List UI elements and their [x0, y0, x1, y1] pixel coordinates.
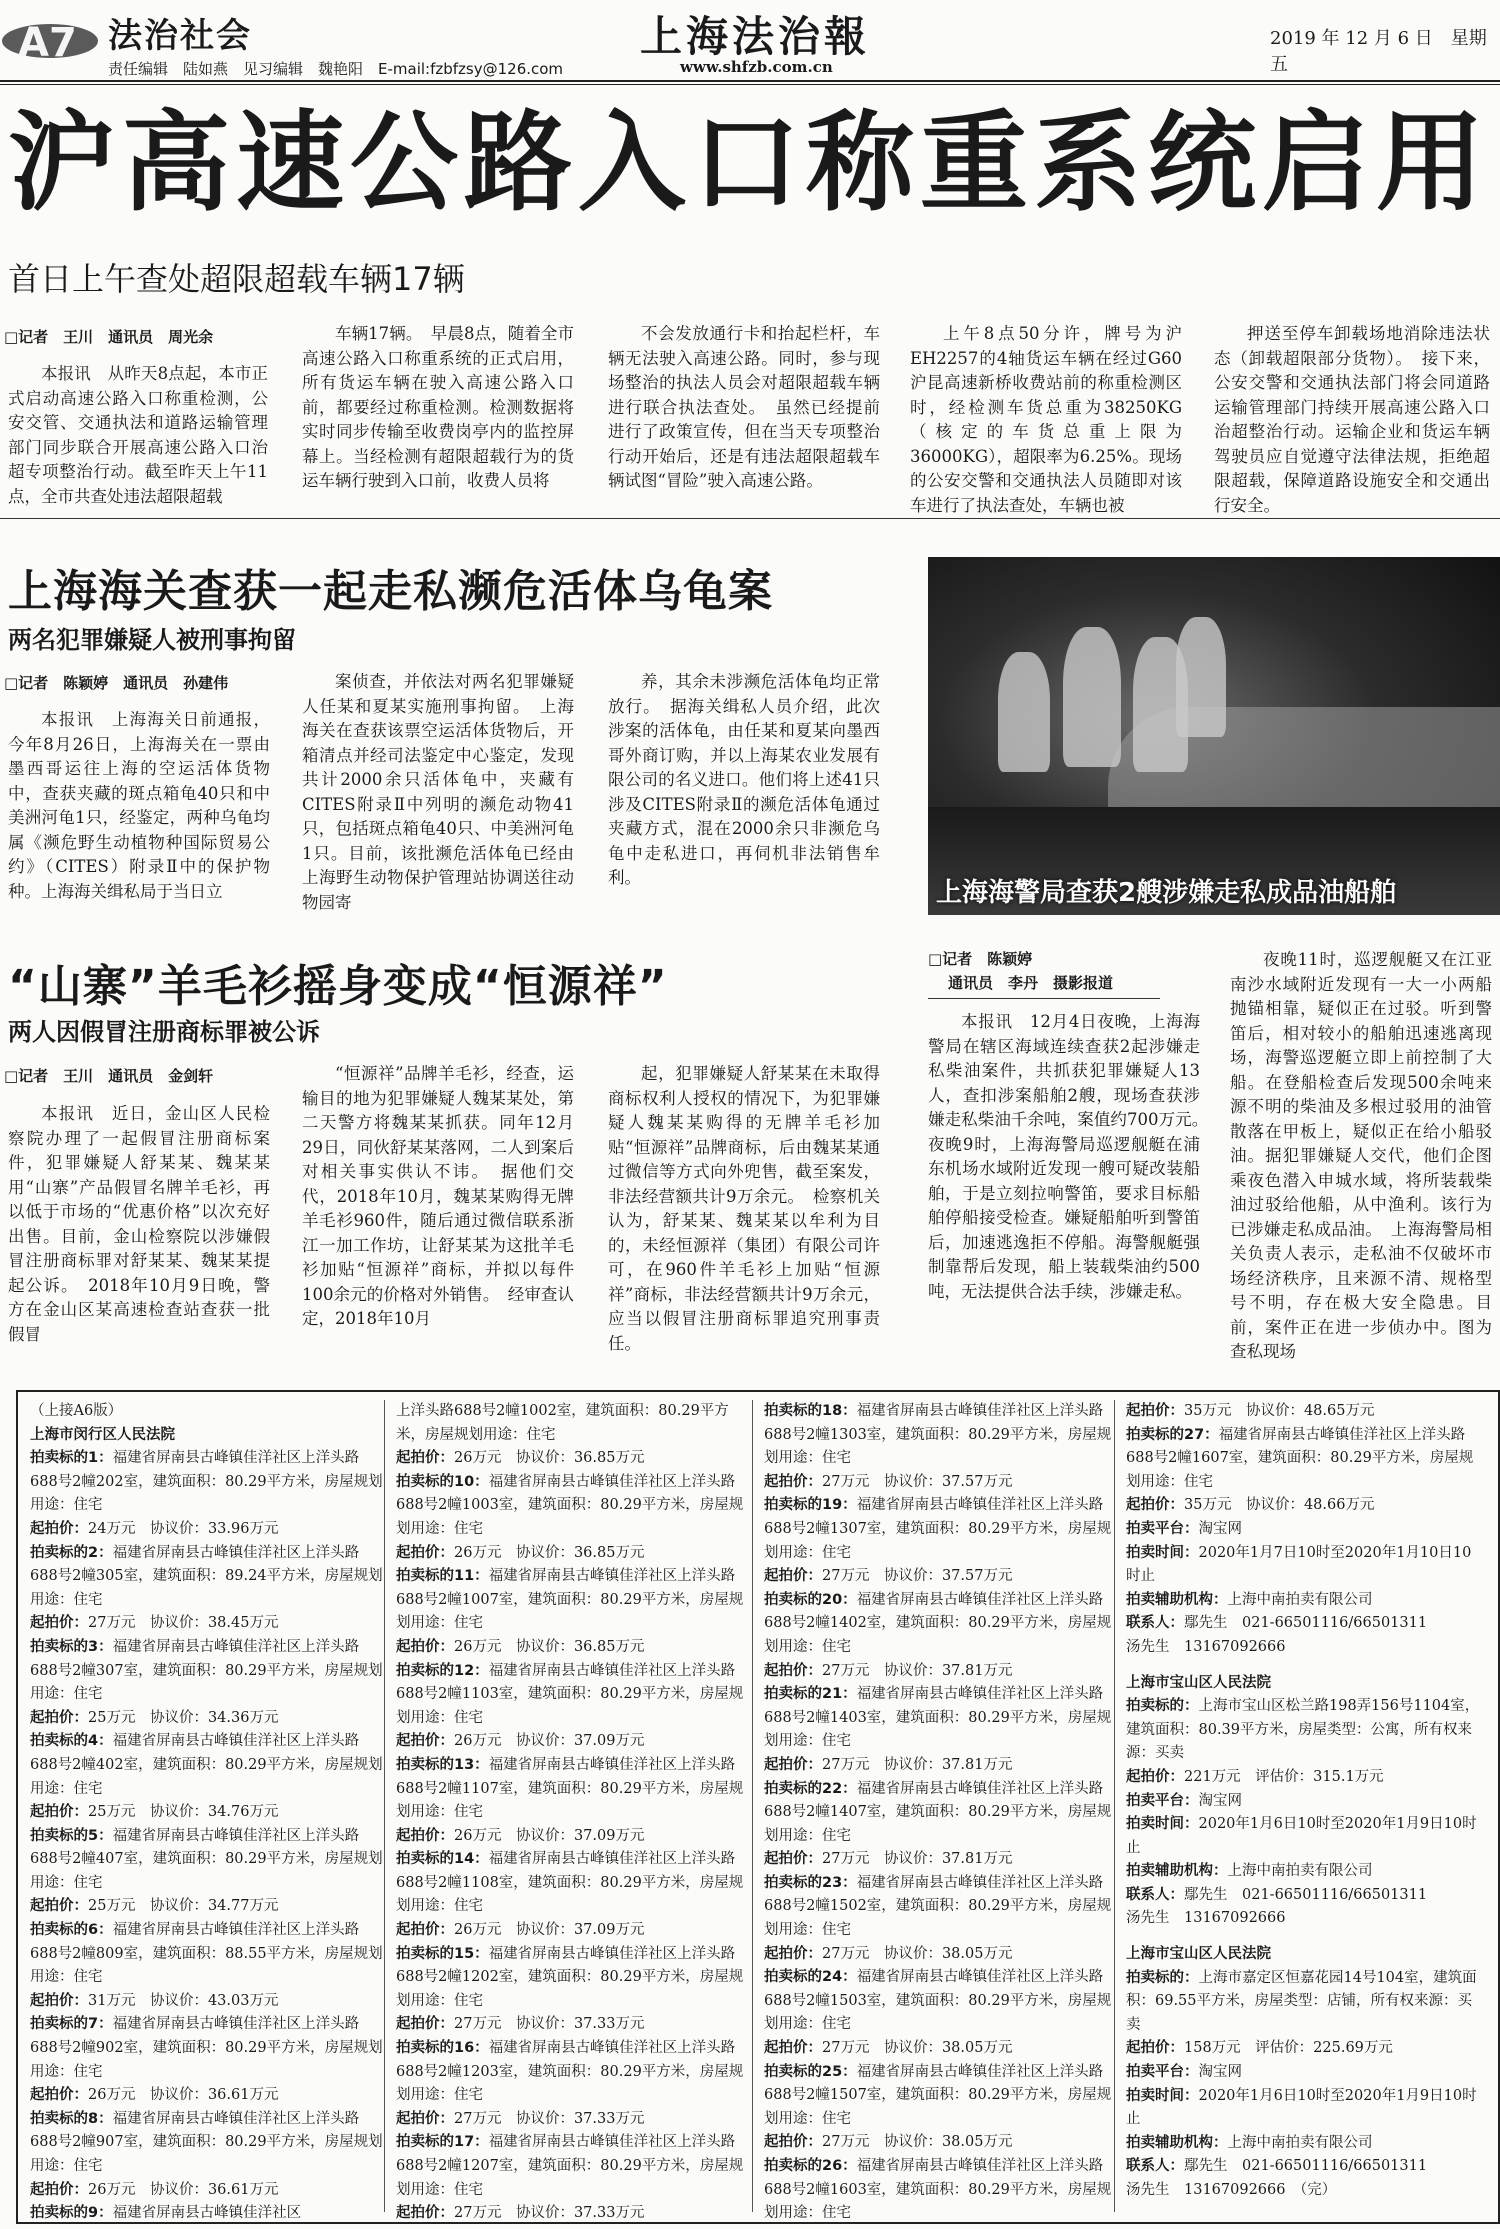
auction-entry: 汤先生 13167092666	[1126, 1638, 1286, 1655]
customs-column-1: 本报讯 上海海关日前通报，今年8月26日，上海海关在一票由墨西哥运往上海的空运活体货物中，查获夹藏的斑点箱龟40只和中美洲河龟1只，经鉴定，两种乌龟均属《濒危野生动植物种国际贸易公约》（CITES）附录Ⅱ中的保护物种。上海海关缉私局于当日立	[8, 710, 270, 901]
auction-entry: 拍卖标的3：福建省屏南县古峰镇佳洋社区上洋头路688号2幢307室，建筑面积：80.29平方米，房屋规划用途：住宅	[30, 1638, 383, 1703]
auction-entry: 拍卖时间：2020年1月6日10时至2020年1月9日10时止	[1126, 2087, 1477, 2128]
auction-entry: 拍卖标的13：福建省屏南县古峰镇佳洋社区上洋头路688号2幢1107室，建筑面积：80.29平方米，房屋规划用途：住宅	[396, 1756, 744, 1821]
auction-entry: 上海市闵行区人民法院	[30, 1426, 175, 1443]
customs-byline: □记者 陈颖婷 通讯员 孙建伟	[4, 674, 229, 692]
auction-entry: 拍卖平台：淘宝网	[1126, 2064, 1242, 2081]
auction-entry: 拍卖标的：上海市宝山区松兰路198弄156号1104室，建筑面积：80.39平方米，房屋类型：公寓，所有权来源：买卖	[1126, 1698, 1480, 1762]
photo-column-1: 本报讯 12月4日夜晚，上海海警局在辖区海域连续查获2起涉嫌走私柴油案件，共抓获犯罪嫌疑人13人，查扣涉案船舶2艘，现场查获涉嫌走私柴油千余吨，案值约700万元。 夜晚9时，上海海警局巡逻舰艇在浦东机场水域附近发现一艘可疑改装船舶，于是立刻拉响警笛，要求目标船舶停船接受检查。嫌疑船舶听到警笛后，加速逃逸拒不停船。海警舰艇强制靠帮后发现，船上装载柴油约500吨，无法提供合法手续，涉嫌走私。	[928, 1012, 1217, 1301]
auction-entry: 拍卖标的24：福建省屏南县古峰镇佳洋社区上洋头路688号2幢1503室，建筑面积：80.29平方米，房屋规划用途：住宅	[764, 1969, 1112, 2033]
auction-entry: 拍卖标的21：福建省屏南县古峰镇佳洋社区上洋头路688号2幢1403室，建筑面积：80.29平方米，房屋规划用途：住宅	[764, 1686, 1112, 1750]
auction-entry: 起拍价：27万元 协议价：38.45万元	[30, 1615, 279, 1632]
auction-entry: 拍卖标的5：福建省屏南县古峰镇佳洋社区上洋头路688号2幢407室，建筑面积：80.29平方米，房屋规划用途：住宅	[30, 1827, 383, 1891]
auction-entry: 拍卖时间：2020年1月7日10时至2020年1月10日10时止	[1126, 1544, 1472, 1585]
auction-entry: 起拍价：25万元 协议价：34.77万元	[30, 1898, 279, 1915]
auction-entry: 拍卖标的20：福建省屏南县古峰镇佳洋社区上洋头路688号2幢1402室，建筑面积：80.29平方米，房屋规划用途：住宅	[764, 1591, 1112, 1655]
auction-entry: 拍卖辅助机构：上海中南拍卖有限公司	[1126, 2134, 1373, 2151]
auction-column-3	[764, 1400, 1120, 2226]
auction-entry: 拍卖标的4：福建省屏南县古峰镇佳洋社区上洋头路688号2幢402室，建筑面积：80.29平方米，房屋规划用途：住宅	[30, 1733, 383, 1797]
customs-column-3: 养，其余未涉濒危活体龟均正常放行。 据海关缉私人员介绍，此次涉案的活体龟，由任某和夏某向墨西哥外商订购，并以上海某农业发展有限公司的名义进口。他们将上述41只涉及CITES附录Ⅱ的濒危活体龟通过夹藏方式，混在2000余只非濒危乌龟中走私进口，再伺机非法销售牟利。	[608, 672, 880, 887]
auction-entry	[1126, 1931, 1482, 1943]
auction-entry: 起拍价：25万元 协议价：34.36万元	[30, 1709, 279, 1726]
photo-byline-1: □记者 陈颖婷	[928, 950, 1033, 968]
auction-entry: 拍卖标的7：福建省屏南县古峰镇佳洋社区上洋头路688号2幢902室，建筑面积：80.29平方米，房屋规划用途：住宅	[30, 2016, 383, 2080]
photo-column-2: 夜晚11时，巡逻舰艇又在江亚南沙水域附近发现有一大一小两船抛锚相靠，疑似正在过驳。听到警笛后，相对较小的船舶迅速逃离现场，海警巡逻艇立即上前控制了大船。在登船检查后发现500余吨来源不明的柴油及多根过驳用的油管散落在甲板上，疑似正在给小船驳油。据犯罪嫌疑人交代，他们企图乘夜色潜入申城水域，将所装载柴油过驳给他船，从中渔利。该行为已涉嫌走私成品油。 上海海警局相关负责人表示，走私油不仅破坏市场经济秩序，且来源不清、规格型号不明，存在极大安全隐患。目前，案件正在进一步侦办中。图为查私现场	[1230, 950, 1492, 1361]
auction-column-4	[1126, 1400, 1482, 2203]
news-photo	[928, 557, 1500, 915]
auction-column-2	[396, 1400, 752, 2226]
auction-entry: 起拍价：27万元 协议价：37.33万元	[396, 2205, 645, 2222]
page-number: A7	[18, 20, 77, 66]
auction-entry: 起拍价：27万元 协议价：37.57万元	[764, 1473, 1013, 1490]
lead-column-1: 本报讯 从昨天8点起，本市正式启动高速公路入口称重检测，公安交管、交通执法和道路运输管理部门同步联合开展高速公路入口治超专项整治行动。截至昨天上午11点，全市共查处违法超限超载	[8, 364, 268, 506]
auction-entry: 起拍价：26万元 协议价：36.85万元	[396, 1544, 645, 1561]
auction-entry: 起拍价：26万元 协议价：37.09万元	[396, 1922, 645, 1939]
auction-entry: 起拍价：27万元 协议价：38.05万元	[764, 1945, 1013, 1962]
lead-column-5: 押送至停车卸载场地消除违法状态（卸载超限部分货物）。 接下来，公安交警和交通执法部门将会同道路运输管理部门持续开展高速公路入口治超整治行动。运输企业和货运车辆驾驶员应自觉遵守法律法规，拒绝超限超载，保障道路设施安全和交通出行安全。	[1214, 324, 1490, 515]
section-title: 法治社会	[108, 16, 252, 56]
customs-headline: 上海海关查获一起走私濒危活体乌龟案	[8, 566, 773, 617]
header-divider	[0, 80, 1500, 82]
auction-entry: 起拍价：35万元 协议价：48.65万元	[1126, 1403, 1375, 1419]
sweater-headline: “山寨”羊毛衫摇身变成“恒源祥”	[8, 961, 668, 1012]
auction-entry: 拍卖标的18：福建省屏南县古峰镇佳洋社区上洋头路688号2幢1303室，建筑面积：80.29平方米，房屋规划用途：住宅	[764, 1403, 1112, 1467]
section-divider	[0, 518, 1500, 519]
auction-entry: 拍卖标的14：福建省屏南县古峰镇佳洋社区上洋头路688号2幢1108室，建筑面积：80.29平方米，房屋规划用途：住宅	[396, 1851, 744, 1915]
auction-entry: 拍卖标的10：福建省屏南县古峰镇佳洋社区上洋头路688号2幢1003室，建筑面积：80.29平方米，房屋规划用途：住宅	[396, 1473, 744, 1537]
auction-entry: 起拍价：158万元 评估价：225.69万元	[1126, 2040, 1393, 2057]
auction-entry: 起拍价：27万元 协议价：38.05万元	[764, 2040, 1013, 2057]
auction-entry: 上洋头路688号2幢1002室，建筑面积：80.29平方米，房屋规划用途：住宅	[396, 1403, 729, 1443]
auction-entry: 拍卖标的19：福建省屏南县古峰镇佳洋社区上洋头路688号2幢1307室，建筑面积：80.29平方米，房屋规划用途：住宅	[764, 1497, 1112, 1561]
auction-entry: 拍卖辅助机构：上海中南拍卖有限公司	[1126, 1591, 1373, 1608]
auction-entry: 拍卖标的：上海市嘉定区恒嘉花园14号104室，建筑面积：69.55平方米，房屋类型：店铺，所有权来源：买卖	[1126, 1969, 1477, 2033]
photo-caption: 上海海警局查获2艘涉嫌走私成品油船舶	[936, 878, 1397, 908]
photo-byline-rule	[928, 998, 1160, 999]
auction-entry: 起拍价：27万元 协议价：37.81万元	[764, 1662, 1013, 1679]
header-divider-thin	[0, 84, 1500, 85]
auction-entry: 拍卖标的23：福建省屏南县古峰镇佳洋社区上洋头路688号2幢1502室，建筑面积：80.29平方米，房屋规划用途：住宅	[764, 1874, 1112, 1939]
auction-entry: 拍卖标的9：福建省屏南县古峰镇佳洋社区	[30, 2205, 302, 2222]
auction-entry: 起拍价：26万元 协议价：36.85万元	[396, 1450, 645, 1467]
auction-entry: 起拍价：26万元 协议价：37.09万元	[396, 1827, 645, 1844]
auction-entry: 起拍价：35万元 协议价：48.66万元	[1126, 1497, 1375, 1514]
auction-entry: 拍卖标的25：福建省屏南县古峰镇佳洋社区上洋头路688号2幢1507室，建筑面积：80.29平方米，房屋规划用途：住宅	[764, 2063, 1112, 2127]
auction-entry: 拍卖标的1：福建省屏南县古峰镇佳洋社区上洋头路688号2幢202室，建筑面积：80.29平方米，房屋规划用途：住宅	[30, 1450, 383, 1514]
auction-entry: 联系人：鄢先生 021-66501116/66501311	[1126, 1615, 1428, 1632]
newspaper-masthead: 上海法治報	[640, 12, 871, 61]
auction-entry: 拍卖标的22：福建省屏南县古峰镇佳洋社区上洋头路688号2幢1407室，建筑面积：80.29平方米，房屋规划用途：住宅	[764, 1780, 1112, 1844]
lead-column-2: 车辆17辆。 早晨8点，随着全市高速公路入口称重系统的正式启用，所有货运车辆在驶入高速公路入口前，都要经过称重检测。检测数据将实时同步传输至收费岗亭内的监控屏幕上。当经检测有超限超载行为的货运车辆行驶到入口前，收费人员将	[302, 324, 574, 490]
website-link[interactable]: www.shfzb.com.cn	[680, 58, 833, 76]
lead-column-3: 不会发放通行卡和抬起栏杆，车辆无法驶入高速公路。同时，参与现场整治的执法人员会对超限超载车辆进行联合执法查处。 虽然已经提前进行了政策宣传，但在当天专项整治行动开始后，还是有违法超限超载车辆试图“冒险”驶入高速公路。	[608, 324, 880, 490]
auction-entry: 起拍价：26万元 协议价：36.85万元	[396, 1638, 645, 1655]
auction-entry: 起拍价：221万元 评估价：315.1万元	[1126, 1768, 1384, 1785]
auction-entry: 上海市宝山区人民法院	[1126, 1674, 1271, 1691]
auction-entry: 拍卖标的2：福建省屏南县古峰镇佳洋社区上洋头路688号2幢305室，建筑面积：89.24平方米，房屋规划用途：住宅	[30, 1544, 383, 1608]
sweater-column-1: 本报讯 近日，金山区人民检察院办理了一起假冒注册商标案件，犯罪嫌疑人舒某某、魏某某用“山寨”产品假冒名牌羊毛衫，再以低于市场的“优惠价格”以次充好出售。目前，金山检察院以涉嫌假冒注册商标罪对舒某某、魏某某提起公诉。 2018年10月9日晚，警方在金山区某高速检查站查获一批假冒	[8, 1104, 270, 1344]
auction-entry: 起拍价：27万元 协议价：37.81万元	[764, 1851, 1013, 1868]
auction-entry: 起拍价：31万元 协议价：43.03万元	[30, 1992, 279, 2009]
auction-entry: 汤先生 13167092666 （完）	[1126, 2182, 1337, 2198]
lead-column-4: 上午8点50分许，牌号为沪EH2257的4轴货运车辆在经过G60沪昆高速新桥收费站前的称重检测区时，经检测车货总重为38250KG（核定的车货总重上限为36000KG），超限率为6.25%。现场的公安交警和交通执法人员随即对该车进行了执法查处，车辆也被	[910, 324, 1182, 515]
auction-entry: 拍卖辅助机构：上海中南拍卖有限公司	[1126, 1863, 1373, 1880]
auction-entry: 拍卖平台：淘宝网	[1126, 1520, 1242, 1537]
auction-entry: 上海市宝山区人民法院	[1126, 1946, 1271, 1963]
customs-column-2: 案侦查，并依法对两名犯罪嫌疑人任某和夏某实施刑事拘留。 上海海关在查获该票空运活体货物后，开箱清点并经司法鉴定中心鉴定，发现共计2000余只活体龟中，夹藏有CITES附录Ⅱ中列明的濒危动物41只，包括斑点箱龟40只、中美洲河龟1只。目前，该批濒危活体龟已经由上海野生动物保护管理站协调送往动物园寄	[302, 672, 574, 912]
issue-date: 2019 年 12 月 6 日 星期五	[1270, 28, 1487, 75]
auction-entry: 拍卖标的8：福建省屏南县古峰镇佳洋社区上洋头路688号2幢907室，建筑面积：80.29平方米，房屋规划用途：住宅	[30, 2110, 383, 2174]
auction-entry: 拍卖标的16：福建省屏南县古峰镇佳洋社区上洋头路688号2幢1203室，建筑面积：80.29平方米，房屋规划用途：住宅	[396, 2040, 744, 2104]
auction-entry: 拍卖标的17：福建省屏南县古峰镇佳洋社区上洋头路688号2幢1207室，建筑面积：80.29平方米，房屋规划用途：住宅	[396, 2134, 744, 2198]
auction-entry: 拍卖标的12：福建省屏南县古峰镇佳洋社区上洋头路688号2幢1103室，建筑面积：80.29平方米，房屋规划用途：住宅	[396, 1662, 744, 1726]
editors-line: 责任编辑 陆如燕 见习编辑 魏艳阳 E-mail:fzbfzsy@126.com	[108, 60, 564, 78]
auction-entry: 拍卖标的11：福建省屏南县古峰镇佳洋社区上洋头路688号2幢1007室，建筑面积：80.29平方米，房屋规划用途：住宅	[396, 1568, 744, 1632]
sweater-column-3: 起，犯罪嫌疑人舒某某在未取得商标权利人授权的情况下，为犯罪嫌疑人魏某某购得的无牌羊毛衫加贴“恒源祥”品牌商标，后由魏某某通过微信等方式向外兜售，截至案发，非法经营额共计9万余元。 检察机关认为，舒某某、魏某某以牟利为目的，未经恒源祥（集团）有限公司许可，在960件羊毛衫上加贴“恒源祥”商标，非法经营额共计9万余元，应当以假冒注册商标罪追究刑事责任。	[608, 1064, 880, 1353]
auction-entry: 联系人：鄢先生 021-66501116/66501311	[1126, 2158, 1428, 2175]
lead-byline: □记者 王川 通讯员 周光余	[4, 328, 214, 346]
auction-entry: 起拍价：26万元 协议价：36.61万元	[30, 2087, 279, 2104]
auction-entry: 联系人：鄢先生 021-66501116/66501311	[1126, 1886, 1428, 1903]
lead-subheadline: 首日上午查处超限超载车辆17辆	[8, 260, 465, 298]
auction-entry: 起拍价：25万元 协议价：34.76万元	[30, 1804, 279, 1821]
photo-byline-2: 通讯员 李丹 摄影报道	[948, 974, 1114, 992]
auction-entry: 起拍价：27万元 协议价：37.57万元	[764, 1568, 1013, 1585]
auction-entry: 起拍价：27万元 协议价：37.33万元	[396, 2110, 645, 2127]
auction-entry: 起拍价：27万元 协议价：38.05万元	[764, 2134, 1013, 2151]
auction-column-1	[30, 1400, 386, 2226]
auction-entry	[1126, 1660, 1482, 1672]
page-number-badge	[0, 14, 108, 66]
auction-entry: 起拍价：27万元 协议价：37.81万元	[764, 1756, 1013, 1773]
customs-subheadline: 两名犯罪嫌疑人被刑事拘留	[8, 626, 296, 654]
sweater-byline: □记者 王川 通讯员 金剑轩	[4, 1067, 214, 1085]
auction-entry: 起拍价：24万元 协议价：33.96万元	[30, 1520, 279, 1537]
lead-headline: 沪高速公路入口称重系统启用	[8, 101, 1491, 226]
auction-entry: 拍卖平台：淘宝网	[1126, 1792, 1242, 1809]
auction-entry: 拍卖时间：2020年1月6日10时至2020年1月9日10时止	[1126, 1816, 1477, 1856]
sweater-subheadline: 两人因假冒注册商标罪被公诉	[8, 1018, 320, 1046]
auction-entry: 拍卖标的15：福建省屏南县古峰镇佳洋社区上洋头路688号2幢1202室，建筑面积：80.29平方米，房屋规划用途：住宅	[396, 1945, 744, 2009]
auction-entry: 拍卖标的26：福建省屏南县古峰镇佳洋社区上洋头路688号2幢1603室，建筑面积：80.29平方米，房屋规划用途：住宅	[764, 2158, 1112, 2222]
auction-entry: 汤先生 13167092666	[1126, 1910, 1286, 1927]
auction-entry: 起拍价：26万元 协议价：37.09万元	[396, 1733, 645, 1750]
auction-entry: 起拍价：27万元 协议价：37.33万元	[396, 2016, 645, 2033]
auction-entry: （上接A6版）	[30, 1403, 123, 1419]
auction-entry: 起拍价：26万元 协议价：36.61万元	[30, 2181, 279, 2198]
auction-entry: 拍卖标的6：福建省屏南县古峰镇佳洋社区上洋头路688号2幢809室，建筑面积：88.55平方米，房屋规划用途：住宅	[30, 1922, 383, 1986]
auction-entry: 拍卖标的27：福建省屏南县古峰镇佳洋社区上洋头路688号2幢1607室，建筑面积：80.29平方米，房屋规划用途：住宅	[1126, 1426, 1474, 1490]
column-separator	[752, 1400, 753, 2212]
sweater-column-2: “恒源祥”品牌羊毛衫，经查，运输目的地为犯罪嫌疑人魏某某处，第二天警方将魏某某抓获。同年12月29日，同伙舒某某落网，二人到案后对相关事实供认不讳。 据他们交代，2018年10月，魏某某购得无牌羊毛衫960件，随后通过微信联系浙江一加工作坊，让舒某某为这批羊毛衫加贴“恒源祥”商标，并拟以每件100余元的价格对外销售。 经审查认定，2018年10月	[302, 1064, 574, 1328]
